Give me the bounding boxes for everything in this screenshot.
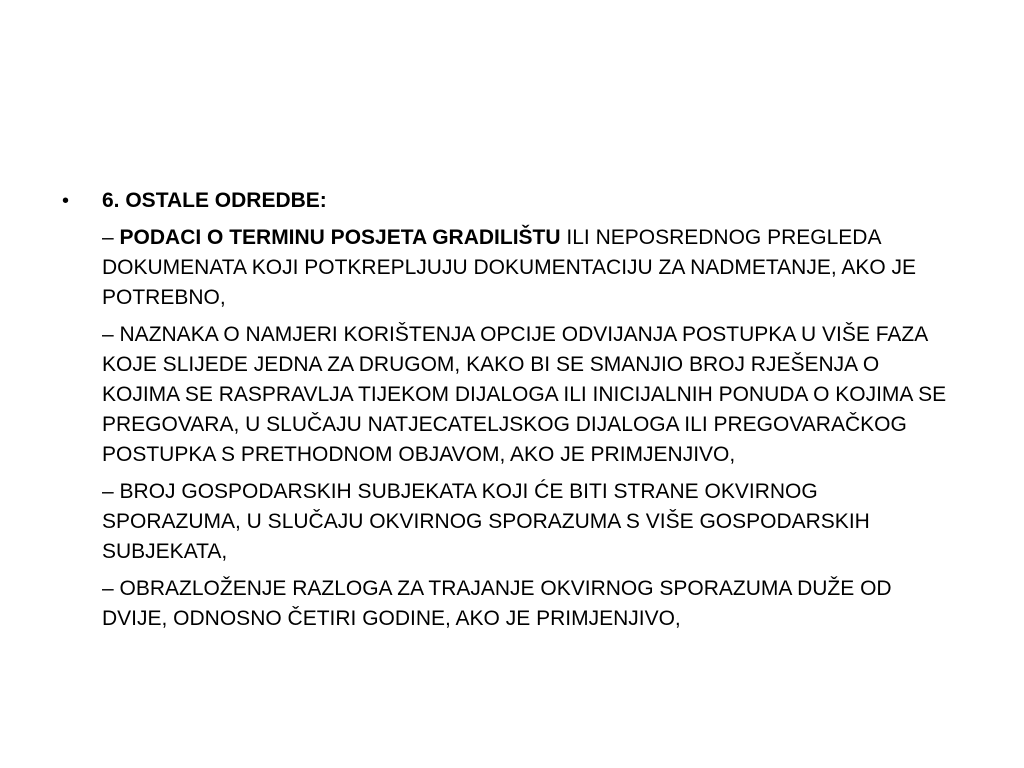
sub-item-phases xyxy=(102,320,962,470)
section-heading: 6. OSTALE ODREDBE: xyxy=(102,189,327,212)
sub-item-bold-text: PODACI O TERMINU POSJETA GRADILIŠTU xyxy=(119,226,561,249)
sub-item-list xyxy=(102,223,962,634)
sub-item-text: NAZNAKA O NAMJERI KORIŠTENJA OPCIJE ODVIJANJA POSTUPKA U VIŠE FAZA KOJE SLIJEDE JEDNA ZA DRUGOM, KAKO BI SE SMANJIO BROJ RJEŠENJA O KOJIMA SE RASPRAVLJA TIJEKOM DIJALOGA ILI INICIJALNIH PONUDA O KOJIMA SE PREGOVARA, U SLUČAJU NATJECATELJSKOG DIJALOGA ILI PREGOVARAČKOG POSTUPKA S PRETHODNOM OBJAVOM, AKO JE PRIMJENJIVO, xyxy=(102,323,947,466)
bullet-row xyxy=(62,186,962,216)
sub-item-text: ILI NEPOSREDNOG PREGLEDA DOKUMENATA KOJI POTKREPLJUJU DOKUMENTACIJU ZA NADMETANJE, AKO JE POTREBNO, xyxy=(102,226,917,309)
sub-item-prefix: – xyxy=(102,226,120,249)
sub-item-duration xyxy=(102,574,962,634)
sub-item-prefix: – xyxy=(102,577,120,600)
sub-item-text: OBRAZLOŽENJE RAZLOGA ZA TRAJANJE OKVIRNOG SPORAZUMA DUŽE OD DVIJE, ODNOSNO ČETIRI GODINE, AKO JE PRIMJENJIVO, xyxy=(102,577,892,630)
sub-item-prefix: – xyxy=(102,323,120,346)
sub-item-site-visit xyxy=(102,223,962,313)
sub-item-operators xyxy=(102,477,962,567)
sub-item-prefix: – xyxy=(102,480,120,503)
bullet-dot: • xyxy=(62,190,70,212)
bullet-item xyxy=(62,186,962,634)
sub-item-text: BROJ GOSPODARSKIH SUBJEKATA KOJI ĆE BITI STRANE OKVIRNOG SPORAZUMA, U SLUČAJU OKVIRNOG SPORAZUMA S VIŠE GOSPODARSKIH SUBJEKATA, xyxy=(102,480,870,563)
